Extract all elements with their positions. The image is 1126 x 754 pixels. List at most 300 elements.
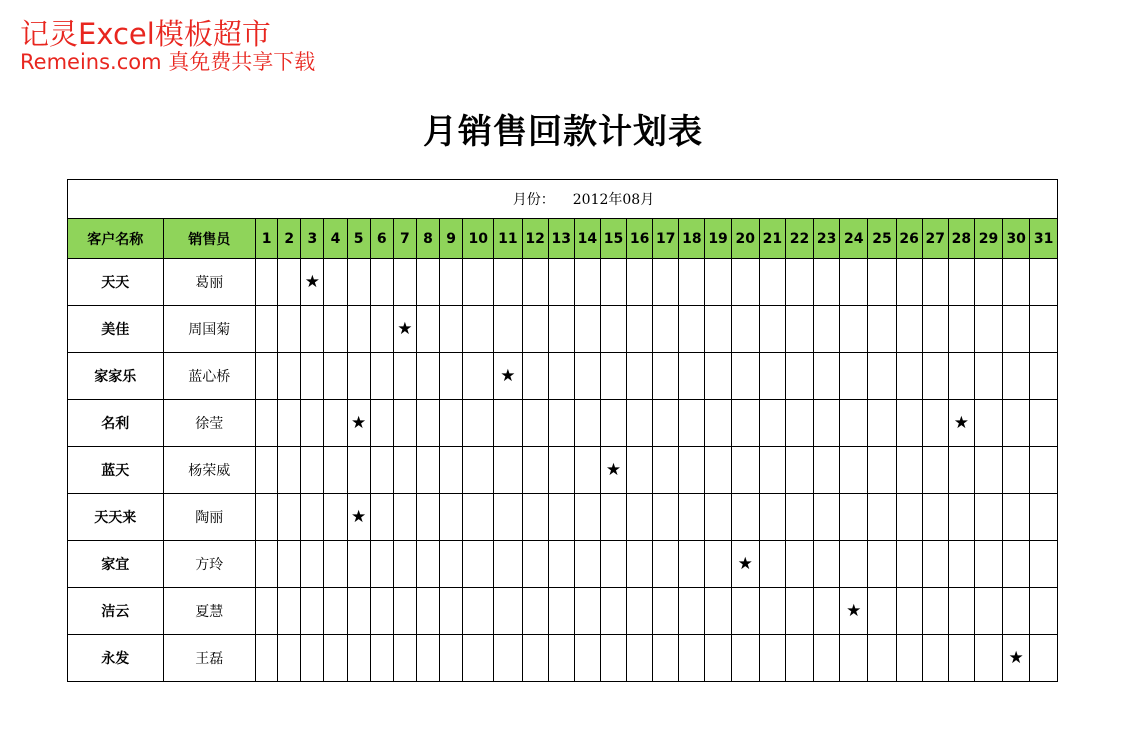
day-cell-16[interactable] [627,400,653,447]
day-cell-6[interactable] [370,447,393,494]
day-cell-20[interactable] [731,635,759,682]
customer-cell[interactable]: 天天来 [68,494,164,541]
day-cell-30[interactable] [1003,494,1030,541]
header-day-7[interactable]: 7 [393,219,416,259]
header-day-28[interactable]: 28 [948,219,974,259]
day-cell-8[interactable] [416,494,439,541]
day-cell-1[interactable] [256,588,278,635]
customer-cell[interactable]: 永发 [68,635,164,682]
day-cell-5[interactable] [347,353,370,400]
day-cell-17[interactable] [653,306,679,353]
day-cell-22[interactable] [785,635,813,682]
day-cell-30[interactable] [1003,353,1030,400]
day-cell-2[interactable] [278,541,301,588]
day-cell-14[interactable] [574,400,600,447]
day-cell-3[interactable] [301,588,324,635]
day-cell-25[interactable] [868,259,896,306]
day-cell-22[interactable] [785,541,813,588]
day-cell-20[interactable] [731,447,759,494]
day-cell-23[interactable] [814,353,840,400]
day-cell-22[interactable] [785,588,813,635]
salesperson-cell[interactable]: 徐莹 [163,400,256,447]
day-cell-15[interactable] [600,494,626,541]
day-cell-10[interactable] [463,353,494,400]
day-cell-9[interactable] [440,494,463,541]
day-cell-18[interactable] [679,447,705,494]
day-cell-8[interactable] [416,353,439,400]
day-cell-29[interactable] [974,306,1002,353]
day-cell-7[interactable] [393,447,416,494]
day-cell-29[interactable] [974,635,1002,682]
day-cell-21[interactable] [759,400,785,447]
day-cell-27[interactable] [922,541,948,588]
day-cell-5[interactable] [347,494,370,541]
day-cell-15[interactable] [600,541,626,588]
day-cell-22[interactable] [785,447,813,494]
day-cell-16[interactable] [627,353,653,400]
day-cell-1[interactable] [256,306,278,353]
day-cell-8[interactable] [416,541,439,588]
day-cell-11[interactable] [494,259,522,306]
day-cell-15[interactable] [600,588,626,635]
day-cell-19[interactable] [705,353,731,400]
header-day-9[interactable]: 9 [440,219,463,259]
salesperson-cell[interactable]: 周国菊 [163,306,256,353]
day-cell-9[interactable] [440,353,463,400]
day-cell-7[interactable] [393,635,416,682]
day-cell-18[interactable] [679,588,705,635]
day-cell-31[interactable] [1030,400,1058,447]
day-cell-4[interactable] [324,635,347,682]
day-cell-13[interactable] [548,400,574,447]
day-cell-14[interactable] [574,259,600,306]
day-cell-8[interactable] [416,306,439,353]
day-cell-12[interactable] [522,259,548,306]
day-cell-28[interactable] [948,400,974,447]
day-cell-26[interactable] [896,588,922,635]
day-cell-2[interactable] [278,588,301,635]
day-cell-18[interactable] [679,541,705,588]
day-cell-26[interactable] [896,353,922,400]
day-cell-30[interactable] [1003,259,1030,306]
day-cell-1[interactable] [256,635,278,682]
day-cell-23[interactable] [814,541,840,588]
day-cell-26[interactable] [896,541,922,588]
day-cell-30[interactable] [1003,588,1030,635]
day-cell-25[interactable] [868,635,896,682]
day-cell-28[interactable] [948,635,974,682]
day-cell-13[interactable] [548,541,574,588]
day-cell-9[interactable] [440,259,463,306]
day-cell-3[interactable] [301,447,324,494]
day-cell-20[interactable] [731,353,759,400]
header-day-2[interactable]: 2 [278,219,301,259]
day-cell-4[interactable] [324,588,347,635]
day-cell-9[interactable] [440,306,463,353]
header-day-11[interactable]: 11 [494,219,522,259]
day-cell-11[interactable] [494,306,522,353]
day-cell-19[interactable] [705,635,731,682]
day-cell-27[interactable] [922,588,948,635]
day-cell-26[interactable] [896,259,922,306]
header-day-23[interactable]: 23 [814,219,840,259]
day-cell-6[interactable] [370,494,393,541]
day-cell-31[interactable] [1030,635,1058,682]
day-cell-31[interactable] [1030,259,1058,306]
day-cell-22[interactable] [785,259,813,306]
day-cell-21[interactable] [759,541,785,588]
day-cell-9[interactable] [440,447,463,494]
day-cell-14[interactable] [574,635,600,682]
day-cell-15[interactable] [600,400,626,447]
day-cell-1[interactable] [256,353,278,400]
day-cell-31[interactable] [1030,447,1058,494]
header-day-22[interactable]: 22 [785,219,813,259]
day-cell-25[interactable] [868,353,896,400]
day-cell-7[interactable] [393,588,416,635]
day-cell-26[interactable] [896,494,922,541]
day-cell-16[interactable] [627,588,653,635]
day-cell-10[interactable] [463,588,494,635]
day-cell-3[interactable] [301,259,324,306]
day-cell-2[interactable] [278,635,301,682]
day-cell-20[interactable] [731,588,759,635]
day-cell-27[interactable] [922,259,948,306]
day-cell-30[interactable] [1003,306,1030,353]
day-cell-5[interactable] [347,635,370,682]
day-cell-27[interactable] [922,306,948,353]
day-cell-4[interactable] [324,541,347,588]
day-cell-18[interactable] [679,400,705,447]
day-cell-1[interactable] [256,541,278,588]
day-cell-25[interactable] [868,541,896,588]
header-day-25[interactable]: 25 [868,219,896,259]
header-day-26[interactable]: 26 [896,219,922,259]
day-cell-14[interactable] [574,447,600,494]
day-cell-1[interactable] [256,400,278,447]
day-cell-28[interactable] [948,353,974,400]
day-cell-4[interactable] [324,400,347,447]
day-cell-26[interactable] [896,400,922,447]
day-cell-28[interactable] [948,259,974,306]
day-cell-31[interactable] [1030,588,1058,635]
day-cell-8[interactable] [416,635,439,682]
day-cell-5[interactable] [347,588,370,635]
customer-cell[interactable]: 洁云 [68,588,164,635]
day-cell-12[interactable] [522,541,548,588]
day-cell-17[interactable] [653,541,679,588]
day-cell-13[interactable] [548,353,574,400]
day-cell-5[interactable] [347,306,370,353]
day-cell-18[interactable] [679,306,705,353]
header-day-29[interactable]: 29 [974,219,1002,259]
day-cell-29[interactable] [974,541,1002,588]
day-cell-11[interactable] [494,447,522,494]
customer-cell[interactable]: 家宜 [68,541,164,588]
day-cell-23[interactable] [814,306,840,353]
day-cell-30[interactable] [1003,400,1030,447]
day-cell-12[interactable] [522,635,548,682]
day-cell-25[interactable] [868,447,896,494]
day-cell-28[interactable] [948,447,974,494]
day-cell-12[interactable] [522,353,548,400]
customer-cell[interactable]: 美佳 [68,306,164,353]
day-cell-24[interactable] [840,306,868,353]
day-cell-26[interactable] [896,447,922,494]
day-cell-17[interactable] [653,353,679,400]
day-cell-24[interactable] [840,400,868,447]
day-cell-3[interactable] [301,494,324,541]
day-cell-4[interactable] [324,494,347,541]
day-cell-6[interactable] [370,635,393,682]
header-day-20[interactable]: 20 [731,219,759,259]
day-cell-2[interactable] [278,306,301,353]
day-cell-31[interactable] [1030,353,1058,400]
header-day-16[interactable]: 16 [627,219,653,259]
header-day-12[interactable]: 12 [522,219,548,259]
day-cell-8[interactable] [416,588,439,635]
day-cell-19[interactable] [705,447,731,494]
header-day-17[interactable]: 17 [653,219,679,259]
day-cell-23[interactable] [814,259,840,306]
day-cell-29[interactable] [974,447,1002,494]
day-cell-21[interactable] [759,353,785,400]
day-cell-7[interactable] [393,541,416,588]
day-cell-11[interactable] [494,541,522,588]
day-cell-25[interactable] [868,494,896,541]
day-cell-21[interactable] [759,494,785,541]
header-day-4[interactable]: 4 [324,219,347,259]
day-cell-7[interactable] [393,494,416,541]
day-cell-9[interactable] [440,588,463,635]
day-cell-16[interactable] [627,259,653,306]
day-cell-16[interactable] [627,494,653,541]
day-cell-6[interactable] [370,306,393,353]
header-day-27[interactable]: 27 [922,219,948,259]
day-cell-24[interactable] [840,494,868,541]
day-cell-2[interactable] [278,400,301,447]
day-cell-6[interactable] [370,541,393,588]
day-cell-6[interactable] [370,588,393,635]
day-cell-12[interactable] [522,306,548,353]
day-cell-21[interactable] [759,259,785,306]
salesperson-cell[interactable]: 杨荣威 [163,447,256,494]
day-cell-29[interactable] [974,494,1002,541]
header-day-8[interactable]: 8 [416,219,439,259]
day-cell-18[interactable] [679,353,705,400]
day-cell-7[interactable] [393,353,416,400]
day-cell-15[interactable] [600,353,626,400]
day-cell-3[interactable] [301,306,324,353]
day-cell-17[interactable] [653,494,679,541]
salesperson-cell[interactable]: 陶丽 [163,494,256,541]
day-cell-5[interactable] [347,447,370,494]
day-cell-1[interactable] [256,447,278,494]
header-day-21[interactable]: 21 [759,219,785,259]
header-day-5[interactable]: 5 [347,219,370,259]
day-cell-12[interactable] [522,494,548,541]
day-cell-10[interactable] [463,541,494,588]
day-cell-15[interactable] [600,447,626,494]
header-day-14[interactable]: 14 [574,219,600,259]
day-cell-27[interactable] [922,400,948,447]
day-cell-20[interactable] [731,541,759,588]
day-cell-26[interactable] [896,635,922,682]
day-cell-24[interactable] [840,541,868,588]
day-cell-10[interactable] [463,259,494,306]
day-cell-25[interactable] [868,400,896,447]
day-cell-8[interactable] [416,400,439,447]
day-cell-10[interactable] [463,494,494,541]
day-cell-17[interactable] [653,447,679,494]
day-cell-2[interactable] [278,494,301,541]
day-cell-28[interactable] [948,541,974,588]
day-cell-12[interactable] [522,447,548,494]
day-cell-24[interactable] [840,353,868,400]
day-cell-16[interactable] [627,447,653,494]
day-cell-9[interactable] [440,541,463,588]
day-cell-20[interactable] [731,494,759,541]
header-day-19[interactable]: 19 [705,219,731,259]
header-day-1[interactable]: 1 [256,219,278,259]
header-day-13[interactable]: 13 [548,219,574,259]
day-cell-8[interactable] [416,259,439,306]
day-cell-31[interactable] [1030,494,1058,541]
customer-cell[interactable]: 蓝天 [68,447,164,494]
day-cell-13[interactable] [548,494,574,541]
day-cell-30[interactable] [1003,447,1030,494]
day-cell-24[interactable] [840,635,868,682]
day-cell-5[interactable] [347,400,370,447]
header-day-15[interactable]: 15 [600,219,626,259]
day-cell-7[interactable] [393,306,416,353]
day-cell-18[interactable] [679,259,705,306]
day-cell-19[interactable] [705,494,731,541]
day-cell-30[interactable] [1003,541,1030,588]
day-cell-8[interactable] [416,447,439,494]
header-salesperson[interactable]: 销售员 [163,219,256,259]
day-cell-13[interactable] [548,259,574,306]
salesperson-cell[interactable]: 方玲 [163,541,256,588]
day-cell-3[interactable] [301,400,324,447]
day-cell-17[interactable] [653,400,679,447]
day-cell-12[interactable] [522,588,548,635]
day-cell-27[interactable] [922,635,948,682]
day-cell-14[interactable] [574,588,600,635]
header-day-3[interactable]: 3 [301,219,324,259]
header-day-10[interactable]: 10 [463,219,494,259]
day-cell-28[interactable] [948,494,974,541]
day-cell-5[interactable] [347,541,370,588]
day-cell-18[interactable] [679,494,705,541]
day-cell-29[interactable] [974,400,1002,447]
day-cell-16[interactable] [627,306,653,353]
day-cell-19[interactable] [705,259,731,306]
day-cell-4[interactable] [324,259,347,306]
day-cell-11[interactable] [494,635,522,682]
month-cell[interactable] [68,180,1058,219]
day-cell-29[interactable] [974,588,1002,635]
day-cell-21[interactable] [759,635,785,682]
day-cell-4[interactable] [324,353,347,400]
day-cell-3[interactable] [301,635,324,682]
day-cell-10[interactable] [463,306,494,353]
day-cell-29[interactable] [974,353,1002,400]
day-cell-23[interactable] [814,400,840,447]
day-cell-13[interactable] [548,447,574,494]
day-cell-24[interactable] [840,259,868,306]
day-cell-2[interactable] [278,259,301,306]
customer-cell[interactable]: 天天 [68,259,164,306]
day-cell-6[interactable] [370,259,393,306]
day-cell-20[interactable] [731,306,759,353]
day-cell-9[interactable] [440,400,463,447]
day-cell-20[interactable] [731,400,759,447]
day-cell-2[interactable] [278,447,301,494]
day-cell-21[interactable] [759,306,785,353]
day-cell-29[interactable] [974,259,1002,306]
day-cell-11[interactable] [494,588,522,635]
day-cell-2[interactable] [278,353,301,400]
day-cell-14[interactable] [574,494,600,541]
day-cell-28[interactable] [948,588,974,635]
day-cell-3[interactable] [301,541,324,588]
day-cell-22[interactable] [785,494,813,541]
day-cell-23[interactable] [814,635,840,682]
day-cell-13[interactable] [548,588,574,635]
header-day-18[interactable]: 18 [679,219,705,259]
day-cell-24[interactable] [840,588,868,635]
day-cell-14[interactable] [574,353,600,400]
day-cell-25[interactable] [868,306,896,353]
day-cell-22[interactable] [785,400,813,447]
day-cell-31[interactable] [1030,306,1058,353]
day-cell-19[interactable] [705,400,731,447]
day-cell-17[interactable] [653,635,679,682]
header-day-6[interactable]: 6 [370,219,393,259]
day-cell-16[interactable] [627,635,653,682]
header-day-24[interactable]: 24 [840,219,868,259]
day-cell-15[interactable] [600,259,626,306]
day-cell-19[interactable] [705,306,731,353]
day-cell-7[interactable] [393,259,416,306]
day-cell-7[interactable] [393,400,416,447]
day-cell-27[interactable] [922,447,948,494]
day-cell-15[interactable] [600,306,626,353]
day-cell-18[interactable] [679,635,705,682]
header-customer[interactable]: 客户名称 [68,219,164,259]
day-cell-13[interactable] [548,635,574,682]
day-cell-20[interactable] [731,259,759,306]
day-cell-9[interactable] [440,635,463,682]
day-cell-17[interactable] [653,259,679,306]
day-cell-3[interactable] [301,353,324,400]
day-cell-1[interactable] [256,259,278,306]
customer-cell[interactable]: 家家乐 [68,353,164,400]
day-cell-23[interactable] [814,447,840,494]
day-cell-5[interactable] [347,259,370,306]
salesperson-cell[interactable]: 蓝心桥 [163,353,256,400]
header-day-31[interactable]: 31 [1030,219,1058,259]
day-cell-28[interactable] [948,306,974,353]
day-cell-22[interactable] [785,353,813,400]
day-cell-13[interactable] [548,306,574,353]
day-cell-10[interactable] [463,400,494,447]
day-cell-21[interactable] [759,447,785,494]
day-cell-1[interactable] [256,494,278,541]
day-cell-19[interactable] [705,541,731,588]
day-cell-27[interactable] [922,494,948,541]
